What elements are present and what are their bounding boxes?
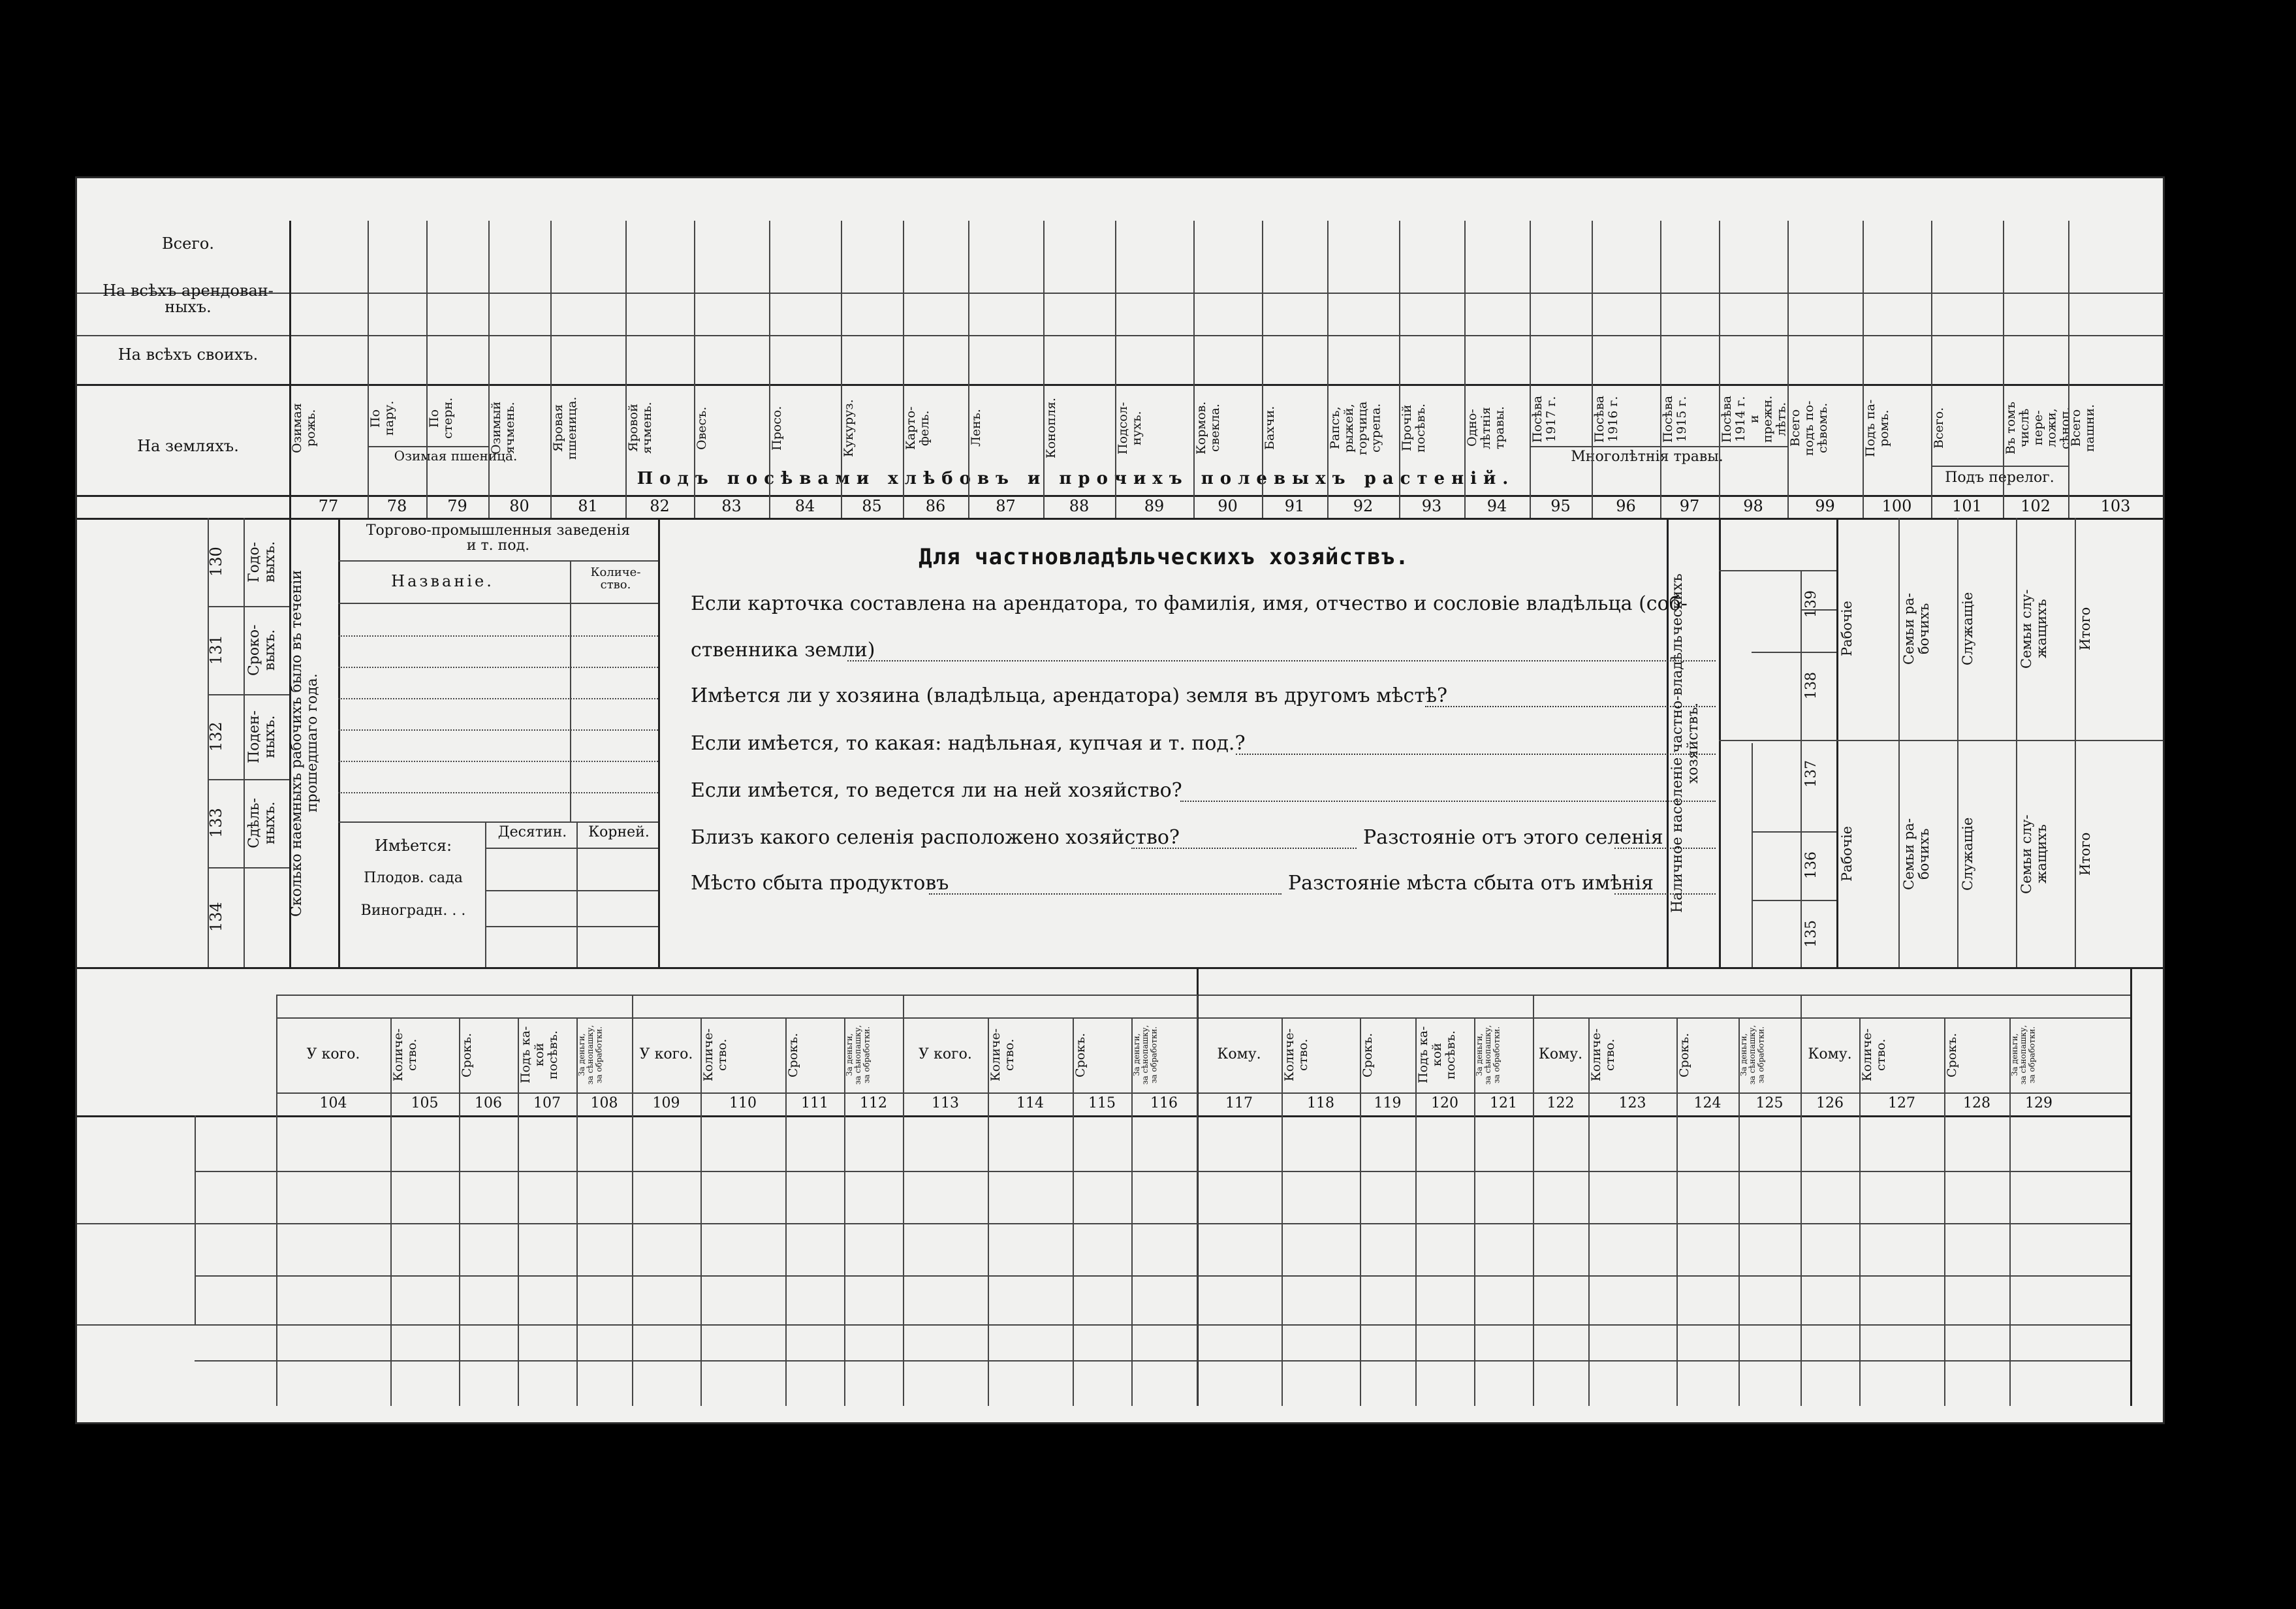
category-label-top: Семьи слу- жащихъ — [2019, 589, 2050, 669]
hired-col-number: 133 — [207, 808, 225, 838]
divider — [2130, 967, 2132, 1406]
bottom-col-label: У кого. — [639, 1046, 693, 1062]
column-number-86: 86 — [925, 497, 946, 515]
column-divider — [694, 221, 695, 518]
column-number-79: 79 — [447, 497, 467, 515]
divider — [570, 560, 571, 821]
divider — [485, 890, 658, 891]
column-label-97: Посѣва 1915 г. — [1661, 395, 1689, 443]
bottom-col-number: 104 — [319, 1095, 347, 1111]
category-label-bottom: Служащіе — [1960, 817, 1975, 891]
column-label-78: По пару. — [368, 400, 396, 436]
divider — [195, 1115, 196, 1324]
column-number-100: 100 — [1881, 497, 1912, 515]
bottom-col-label: Срокъ. — [1360, 1032, 1375, 1077]
divider — [485, 848, 658, 849]
divider — [1957, 518, 1958, 967]
hired-col-label: Годо- выхъ. — [246, 541, 279, 583]
divider — [2016, 518, 2017, 967]
divider — [1752, 900, 1836, 901]
divider — [368, 446, 488, 447]
vsego-label — [1755, 903, 1799, 965]
divider — [1667, 518, 1669, 967]
hired-col-label: Сдѣль- ныхъ. — [246, 797, 279, 849]
form-line-6: Близъ какого селенія расположено хозяйство? — [691, 826, 1180, 849]
bottom-col-number: 107 — [533, 1095, 561, 1111]
divider — [77, 967, 2163, 969]
form-line-7: Разстояніе отъ этого селенія — [1363, 826, 1663, 849]
column-label-91: Бахчи. — [1263, 406, 1277, 451]
column-divider — [1719, 221, 1720, 518]
bottom-col-number: 116 — [1150, 1095, 1178, 1111]
column-divider — [1464, 221, 1466, 518]
form-title: Для частновладѣльческихъ хозяйствъ. — [919, 544, 1409, 570]
bottom-col-label: Кому. — [1808, 1046, 1852, 1062]
hired-col-number: 131 — [207, 635, 225, 665]
column-label-99: Всего подъ по- сѣвомъ. — [1788, 400, 1830, 456]
column-label-95: Посѣва 1917 г. — [1530, 395, 1558, 443]
divider — [338, 603, 658, 604]
column-divider — [841, 221, 842, 518]
row-divider — [195, 1360, 2130, 1362]
column-divider — [368, 221, 369, 518]
population-col-number: 138 — [1803, 672, 1819, 700]
trade-name-header: Названіе. — [391, 572, 494, 590]
bottom-col-label: За деньги, за сѣнопашку, за обработки. — [2010, 1025, 2037, 1085]
hired-col-number: 134 — [207, 902, 225, 932]
hired-col-label: Сроко- выхъ. — [246, 624, 279, 676]
bottom-col-number: 118 — [1307, 1095, 1334, 1111]
census-card-sheet — [75, 176, 2165, 1424]
divider — [276, 995, 2130, 996]
bottom-col-label: Кому. — [1217, 1046, 1261, 1062]
bottom-col-label: Срокъ. — [1945, 1032, 1959, 1077]
bottom-col-number: 127 — [1888, 1095, 1915, 1111]
desyatin-header: Десятин. — [497, 824, 567, 840]
divider — [208, 606, 289, 607]
column-label-93: Прочій посѣвъ. — [1400, 403, 1428, 453]
column-number-92: 92 — [1353, 497, 1374, 515]
column-number-80: 80 — [509, 497, 529, 515]
column-divider — [625, 221, 627, 518]
mnogolet-title: Многолѣтнія травы. — [1571, 449, 1723, 465]
divider — [77, 384, 2163, 386]
column-label-84: Просо. — [770, 406, 784, 451]
bottom-col-label: У кого. — [919, 1046, 972, 1062]
population-col-number: 139 — [1803, 590, 1819, 618]
column-number-96: 96 — [1616, 497, 1636, 515]
bottom-col-label: Количе- ство. — [988, 1028, 1016, 1082]
vne-nadel-label — [100, 1226, 191, 1321]
bottom-col-number: 121 — [1490, 1095, 1517, 1111]
blank-line — [1131, 848, 1357, 849]
divider — [208, 694, 289, 695]
divider — [1752, 652, 1836, 653]
column-divider — [769, 221, 770, 518]
bottom-col-label: Срокъ. — [786, 1032, 800, 1077]
column-number-77: 77 — [318, 497, 339, 515]
divider — [1719, 570, 1836, 571]
column-number-78: 78 — [386, 497, 407, 515]
column-label-77: Озимая рожь. — [290, 403, 318, 453]
vineyard-label: Виноградн. . . — [360, 902, 466, 919]
category-label-top: Рабочіе — [1839, 601, 1855, 657]
column-divider — [968, 221, 969, 518]
bottom-col-number: 117 — [1225, 1095, 1253, 1111]
row-label-arend: На всѣхъ арендован- ныхъ. — [102, 281, 274, 317]
men-label — [1722, 831, 1750, 962]
bottom-col-label: За деньги, за сѣнопашку, за обработки. — [845, 1025, 872, 1085]
divider — [208, 779, 289, 780]
category-label-bottom: Рабочіе — [1839, 826, 1855, 882]
hired-col-label: Поден- ныхъ. — [246, 710, 279, 763]
divider — [208, 867, 289, 868]
column-label-90: Кормов. свекла. — [1194, 401, 1222, 455]
blank-row — [338, 667, 658, 668]
column-number-83: 83 — [721, 497, 742, 515]
column-label-88: Конопля. — [1044, 398, 1058, 459]
column-label-81: Яровая пшеница. — [551, 396, 579, 460]
form-line-3: Имѣется ли у хозяина (владѣльца, арендатора) земля въ другомъ мѣстѣ? — [691, 684, 1448, 707]
divider — [2075, 518, 2076, 967]
bottom-col-number: 126 — [1816, 1095, 1844, 1111]
korney-header: Корней. — [588, 824, 650, 840]
column-number-94: 94 — [1486, 497, 1507, 515]
hired-col-label — [247, 870, 286, 964]
divider — [77, 335, 2163, 336]
section-label-na-zemlyakh: На земляхъ. — [137, 437, 239, 455]
divider — [485, 821, 486, 967]
hired-workers-label: Сколько наемныхъ рабочихъ было въ теченіи прошедшаго года. — [289, 569, 321, 917]
population-col-number: 137 — [1803, 760, 1819, 788]
column-number-84: 84 — [794, 497, 815, 515]
column-divider — [1115, 221, 1116, 518]
column-divider — [1043, 221, 1045, 518]
population-col-number: 135 — [1803, 920, 1819, 948]
divider — [208, 518, 209, 967]
category-label-top: Итого — [2077, 607, 2093, 651]
column-number-101: 101 — [1952, 497, 1982, 515]
bottom-col-number: 114 — [1016, 1095, 1044, 1111]
column-divider — [1530, 221, 1531, 518]
column-divider — [1262, 221, 1263, 518]
blank-row — [338, 698, 658, 699]
population-col-number: 136 — [1803, 852, 1819, 880]
bottom-col-label: Срокъ. — [1073, 1032, 1088, 1077]
column-divider — [1660, 221, 1661, 518]
has-label: Имѣется: — [374, 836, 452, 855]
column-number-99: 99 — [1815, 497, 1835, 515]
bottom-col-number: 115 — [1088, 1095, 1116, 1111]
divider — [77, 293, 2163, 294]
itogo-obo-label — [1755, 573, 1799, 648]
divider — [338, 518, 340, 967]
blank-line — [1236, 754, 1716, 755]
column-number-95: 95 — [1550, 497, 1571, 515]
column-divider — [1863, 221, 1864, 518]
column-label-101: Всего. — [1932, 407, 1946, 449]
category-label-bottom: Семьи слу- жащихъ — [2019, 814, 2050, 894]
blank-line — [847, 660, 1716, 661]
blank-row — [338, 729, 658, 731]
perelog-title: Подъ перелог. — [1945, 470, 2054, 486]
row-label-vsego: Всего. — [162, 234, 214, 253]
column-number-89: 89 — [1144, 497, 1165, 515]
blank-row — [338, 761, 658, 762]
trade-qty-header: Количе- ство. — [590, 566, 641, 592]
bottom-col-label: Срокъ. — [460, 1032, 474, 1077]
divider — [289, 221, 291, 518]
category-label-top: Семьи ра- бочихъ — [1901, 593, 1932, 665]
divider — [485, 926, 658, 927]
divider — [1898, 518, 1900, 967]
divider — [1719, 740, 2163, 741]
bottom-col-label: Количе- ство. — [1589, 1028, 1617, 1082]
row-divider — [195, 1275, 2130, 1277]
divider — [276, 1017, 2130, 1019]
column-label-102: Въ томъ числѣ пере- ложи, сѣноп. — [2004, 402, 2073, 454]
divider — [1931, 466, 2068, 467]
section-title-posevy: Подъ посѣвами хлѣбовъ и прочихъ полевыхъ растеній. — [637, 469, 1515, 488]
column-divider — [2068, 221, 2069, 518]
column-divider — [1399, 221, 1400, 518]
category-label-bottom: Семьи ра- бочихъ — [1901, 818, 1932, 890]
column-divider — [426, 221, 428, 518]
column-label-87: Ленъ. — [969, 409, 983, 447]
form-line-4: Если имѣется, то какая: надѣльная, купчая и т. под.? — [691, 732, 1246, 755]
divider — [244, 518, 245, 967]
hired-col-number: 132 — [207, 722, 225, 752]
divider — [658, 518, 660, 967]
trade-title: Торгово-промышленныя заведенія и т. под. — [366, 522, 631, 554]
bottom-col-label: За деньги, за сѣнопашку, за обработки. — [1475, 1025, 1502, 1085]
bottom-col-number: 120 — [1431, 1095, 1458, 1111]
category-label-top: Служащіе — [1960, 592, 1975, 666]
column-label-83: Овесъ. — [695, 406, 709, 450]
divider — [1719, 518, 1721, 967]
row-divider — [77, 1223, 2130, 1224]
column-label-96: Посѣва 1916 г. — [1592, 395, 1620, 443]
form-line-9: Разстояніе мѣста сбыта отъ имѣнія — [1288, 872, 1654, 895]
column-label-86: Карто- фель. — [904, 406, 932, 450]
population-label: Наличное населеніе частно-владѣльческихъ хозяйствъ. — [1669, 573, 1702, 913]
fruit-garden-label: Плодов. сада — [364, 870, 463, 886]
column-label-94: Одно- лѣтнія травы. — [1465, 406, 1507, 450]
divider — [338, 821, 658, 823]
bottom-col-number: 119 — [1374, 1095, 1402, 1111]
column-divider — [1931, 221, 1932, 518]
bottom-col-number: 122 — [1547, 1095, 1575, 1111]
divider — [338, 560, 658, 562]
bottom-col-number: 108 — [590, 1095, 618, 1111]
column-number-88: 88 — [1069, 497, 1090, 515]
bottom-col-number: 111 — [801, 1095, 828, 1111]
bottom-col-number: 129 — [2025, 1095, 2052, 1111]
divider — [1752, 831, 1836, 833]
vtom-label — [1755, 835, 1799, 900]
form-line-8: Мѣсто сбыта продуктовъ — [691, 872, 949, 895]
column-label-98: Посѣва 1914 г. и прежн. лѣтъ. — [1720, 395, 1789, 443]
form-line-5: Если имѣется, то ведется ли на ней хозяйство? — [691, 779, 1182, 802]
divider — [77, 518, 2163, 520]
column-number-85: 85 — [862, 497, 882, 515]
vsego-label — [1755, 743, 1799, 828]
bottom-col-number: 128 — [1963, 1095, 1990, 1111]
column-label-80: Озимый ячмень. — [489, 401, 517, 455]
column-label-85: Кукуруз. — [841, 399, 856, 457]
divider — [77, 1115, 2130, 1117]
row-divider — [195, 1171, 2130, 1172]
bottom-col-number: 110 — [729, 1095, 757, 1111]
bottom-col-number: 125 — [1755, 1095, 1784, 1111]
column-label-79: По стерн. — [427, 397, 455, 439]
ozim-pshenitsa-title: Озимая пшеница. — [394, 448, 518, 464]
column-number-82: 82 — [650, 497, 670, 515]
bottom-col-label: Подъ ка- кой посѣвъ. — [518, 1026, 560, 1084]
bottom-col-label: Подъ ка- кой посѣвъ. — [1416, 1026, 1458, 1084]
column-number-97: 97 — [1679, 497, 1700, 515]
divider — [1801, 570, 1802, 967]
column-number-90: 90 — [1218, 497, 1238, 515]
column-label-89: Подсол- нухъ. — [1116, 402, 1144, 454]
bottom-col-label: За деньги, за сѣнопашку, за обработки. — [577, 1025, 604, 1085]
bottom-col-label: Срокъ. — [1677, 1032, 1691, 1077]
vtom-label — [1755, 655, 1799, 740]
blank-row — [338, 635, 658, 637]
bottom-col-label: У кого. — [306, 1046, 360, 1062]
column-number-91: 91 — [1284, 497, 1305, 515]
nadel-label — [116, 1122, 191, 1220]
row-divider — [77, 1324, 2130, 1326]
form-line-2: ственника земли) — [691, 639, 875, 661]
bottom-col-label: Кому. — [1538, 1046, 1583, 1062]
column-divider — [1193, 221, 1195, 518]
column-divider — [488, 221, 490, 518]
column-number-98: 98 — [1743, 497, 1763, 515]
divider — [576, 821, 578, 967]
hired-col-number: 130 — [207, 547, 225, 577]
column-divider — [903, 221, 904, 518]
bottom-col-number: 123 — [1618, 1095, 1646, 1111]
column-number-81: 81 — [578, 497, 598, 515]
divider — [1836, 518, 1838, 967]
column-label-92: Рапсъ, рыжей, горчица сурепа. — [1328, 401, 1383, 455]
row-label-svoi: На всѣхъ своихъ. — [118, 345, 259, 364]
bottom-col-label: Количе- ство. — [391, 1028, 419, 1082]
form-line-1: Если карточка составлена на арендатора, то фамилія, имя, отчество и сословіе владѣльца (соб- — [691, 592, 1688, 615]
column-divider — [1592, 221, 1593, 518]
column-label-82: Яровой ячмень. — [626, 402, 654, 454]
bottom-col-number: 124 — [1693, 1095, 1722, 1111]
column-label-103: Всего пашни. — [2069, 404, 2097, 453]
column-number-103: 103 — [2100, 497, 2131, 515]
divider — [1530, 446, 1787, 447]
blank-row — [338, 792, 658, 793]
blank-line — [929, 893, 1282, 895]
column-divider — [550, 221, 552, 518]
women-label — [1722, 655, 1750, 825]
column-divider — [1327, 221, 1329, 518]
category-label-bottom: Итого — [2077, 832, 2093, 876]
bottom-col-label: За деньги, за сѣнопашку, за обработки. — [1132, 1025, 1159, 1085]
divider — [1752, 743, 1753, 967]
column-number-102: 102 — [2021, 497, 2051, 515]
bottom-col-number: 112 — [860, 1095, 887, 1111]
column-label-100: Подъ па- ромъ. — [1863, 399, 1891, 457]
bottom-col-label: Количе- ство. — [1860, 1028, 1888, 1082]
bottom-col-number: 109 — [652, 1095, 680, 1111]
column-divider — [1787, 221, 1789, 518]
bottom-col-label: За деньги, за сѣнопашку, за обработки. — [1739, 1025, 1766, 1085]
column-number-93: 93 — [1421, 497, 1442, 515]
column-divider — [2003, 221, 2004, 518]
bottom-col-label: Количе- ство. — [1282, 1028, 1310, 1082]
bottom-col-number: 113 — [932, 1095, 959, 1111]
bottom-col-label: Количе- ство. — [701, 1028, 729, 1082]
bottom-col-number: 105 — [411, 1095, 439, 1111]
bottom-col-number: 106 — [475, 1095, 502, 1111]
blank-line — [1180, 801, 1716, 802]
divider — [276, 1092, 2130, 1094]
column-number-87: 87 — [996, 497, 1016, 515]
